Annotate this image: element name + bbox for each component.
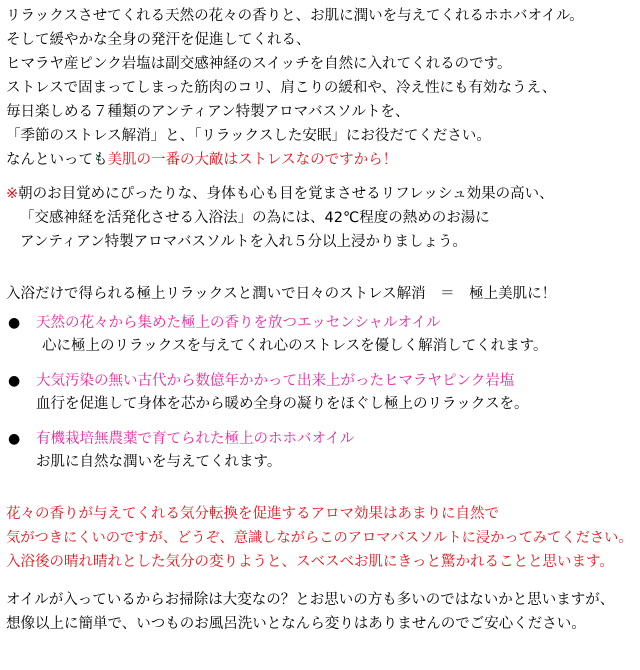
bullet-icon: ●	[8, 315, 21, 331]
feature-desc: お肌に自然な潤いを与えてくれます。	[36, 454, 282, 470]
intro-line-6: 「季節のストレス解消」と、「リラックスした安眠」にお役だてください。	[6, 128, 491, 144]
note-line-3: アンティアン特製アロマバスソルトを入れ５分以上浸かりましょう。	[20, 234, 468, 250]
intro-line-2: そして緩やかな全身の発汗を促進してくれる、	[6, 32, 311, 48]
feature-title: 大気汚染の無い古代から数億年かかって出来上がったヒマラヤピンク岩塩	[36, 373, 515, 389]
feature-title: 有機栽培無農薬で育てられた極上のホホバオイル	[36, 431, 355, 447]
intro-line-5: 毎日楽しめる７種類のアンティアン特製アロマバスソルトを、	[6, 104, 410, 120]
faq-line-1: オイルが入っているからお掃除は大変なの？とお思いの方も多いのではないかと思いますが、	[6, 592, 615, 608]
closing-line-3: 入浴後の晴れ晴れとした気分の変りようと、スベスベお肌にきっと驚かれることと思います。	[6, 554, 614, 570]
bullet-icon: ●	[8, 373, 21, 389]
note-line-2: 「交感神経を活発化させる入浴法」の為には、42℃程度の熱めのお湯に	[20, 210, 490, 226]
intro-line-4: ストレスで固まってしまった筋肉のコリ、肩こりの緩和や、冷え性にも有効なうえ、	[6, 80, 557, 96]
closing-line-1: 花々の香りが与えてくれる気分転換を促進するアロマ効果はあまりに自然で	[6, 506, 499, 522]
intro-line-3: ヒマラヤ産ピンク岩塩は副交感神経のスイッチを自然に入れてくれるのです。	[6, 56, 512, 72]
closing-line-2: 気がつきにくいのですが、どうぞ、意識しながらこのアロマバスソルトに浸かってみてください。	[6, 530, 633, 546]
feature-desc: 血行を促進して身体を芯から暖め全身の凝りをほぐし極上のリラックスを。	[36, 396, 529, 412]
intro-emphasis: 美肌の一番の大敵はストレスなのですから！	[107, 152, 398, 168]
intro-line-7-prefix: なんといっても	[6, 152, 108, 168]
note-line-1	[6, 184, 554, 204]
intro-line-1: リラックスさせてくれる天然の花々の香りと、お肌に潤いを与えてくれるホホバオイル。	[6, 8, 584, 24]
summary-line: 入浴だけで得られる極上リラックスと潤いで日々のストレス解消 ＝ 極上美肌に！	[6, 286, 557, 302]
bullet-icon: ●	[8, 431, 21, 447]
feature-title: 天然の花々から集めた極上の香りを放つエッセンシャルオイル	[36, 315, 441, 331]
note-line-1-text: 朝のお目覚めにぴったりな、身体も心も目を覚まさせるリフレッシュ効果の高い、	[18, 186, 554, 202]
feature-desc: 心に極上のリラックスを与えてくれ心のストレスを優しく解消してくれます。	[42, 338, 548, 354]
faq-line-2: 想像以上に簡単で、いつものお風呂洗いとなんら変りはありませんのでご安心ください。	[6, 616, 586, 632]
note-mark: ※	[6, 186, 19, 202]
intro-line-7	[6, 150, 397, 170]
